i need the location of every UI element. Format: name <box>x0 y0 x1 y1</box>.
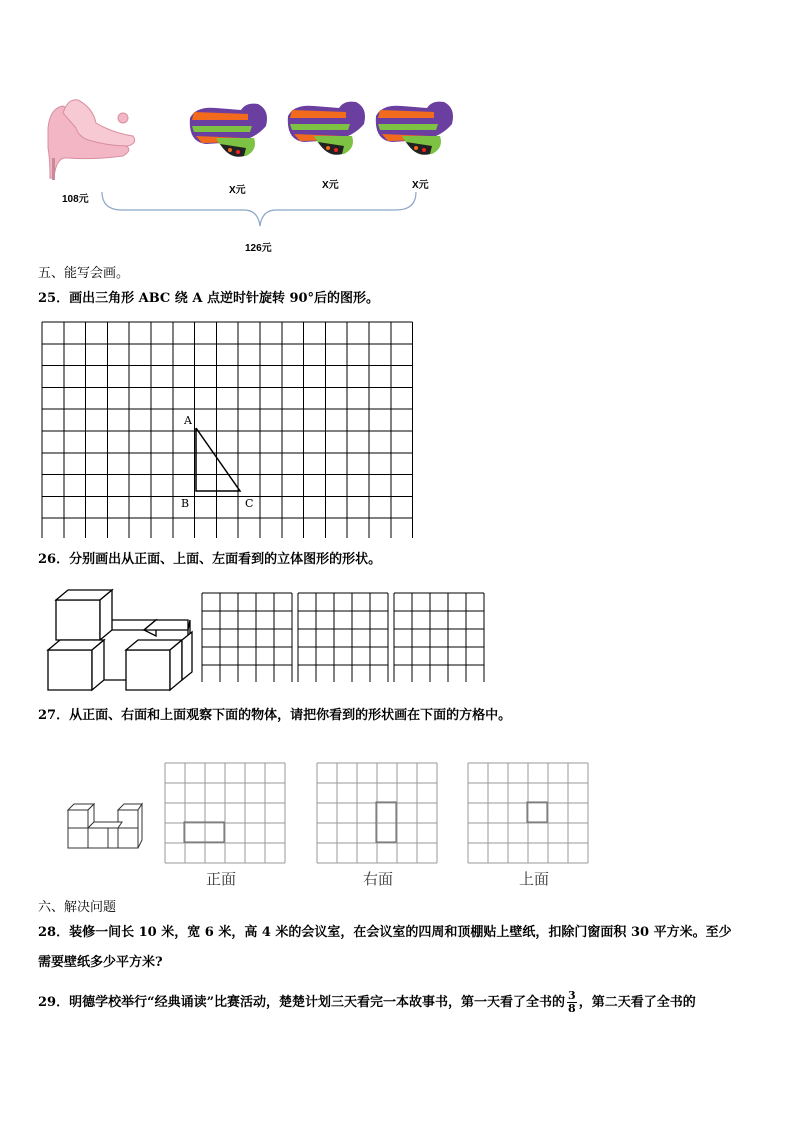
q26-grid-top[interactable] <box>297 592 391 682</box>
socks-image-2 <box>284 96 370 162</box>
q27-grid-right[interactable] <box>316 762 440 864</box>
q28-line1: 28．装修一间长 10 米，宽 6 米，高 4 米的会议室，在会议室的四周和顶棚贴上壁纸，扣除门窗面积 30 平方米。至少 <box>38 925 732 940</box>
q28-line2: 需要壁纸多少平方米? <box>38 955 163 970</box>
socks-image-3 <box>372 96 458 162</box>
total-brace <box>96 188 426 234</box>
q27-grid-top[interactable] <box>467 762 591 864</box>
sock-price-label-2: X元 <box>322 180 339 191</box>
caption-right: 右面 <box>363 870 394 888</box>
sock-price-label-1: X元 <box>229 185 246 196</box>
q29-fraction <box>567 990 577 1015</box>
section-5-title: 五、能写会画。 <box>38 266 130 281</box>
shoe-price-label: 108元 <box>62 194 89 205</box>
caption-top: 上面 <box>519 870 550 888</box>
q25-grid[interactable] <box>41 321 419 538</box>
q29-part2: ，第二天看了全书的 <box>578 995 696 1010</box>
q26-grid-front[interactable] <box>201 592 295 682</box>
q27-object-figure <box>64 798 144 852</box>
label-b: B <box>181 497 190 510</box>
sock-price-label-3: X元 <box>412 180 429 191</box>
fraction-numerator: 3 <box>568 989 576 1002</box>
caption-front: 正面 <box>206 870 237 888</box>
q26-text: 26．分别画出从正面、上面、左面看到的立体图形的形状。 <box>38 552 382 567</box>
q27-text: 27．从正面、右面和上面观察下面的物体，请把你看到的形状画在下面的方格中。 <box>38 708 512 723</box>
q29-part1: 29．明德学校举行“经典诵读”比赛活动，楚楚计划三天看完一本故事书，第一天看了全书的 <box>38 995 566 1010</box>
q25-text: 25．画出三角形 ABC 绕 A 点逆时针旋转 90°后的图形。 <box>38 291 380 306</box>
total-price-label: 126元 <box>245 243 272 254</box>
q29-text <box>38 990 696 1015</box>
triangle-abc <box>196 428 240 491</box>
label-c: C <box>245 497 254 510</box>
q27-grid-front[interactable] <box>164 762 288 864</box>
shoes-image <box>38 88 138 188</box>
section-6-title: 六、解决问题 <box>38 900 117 915</box>
socks-image-1 <box>186 98 272 164</box>
label-a: A <box>184 414 192 427</box>
fraction-denominator: 8 <box>568 1002 576 1015</box>
q26-grid-left[interactable] <box>393 592 487 682</box>
q26-cube-figure <box>44 584 196 692</box>
